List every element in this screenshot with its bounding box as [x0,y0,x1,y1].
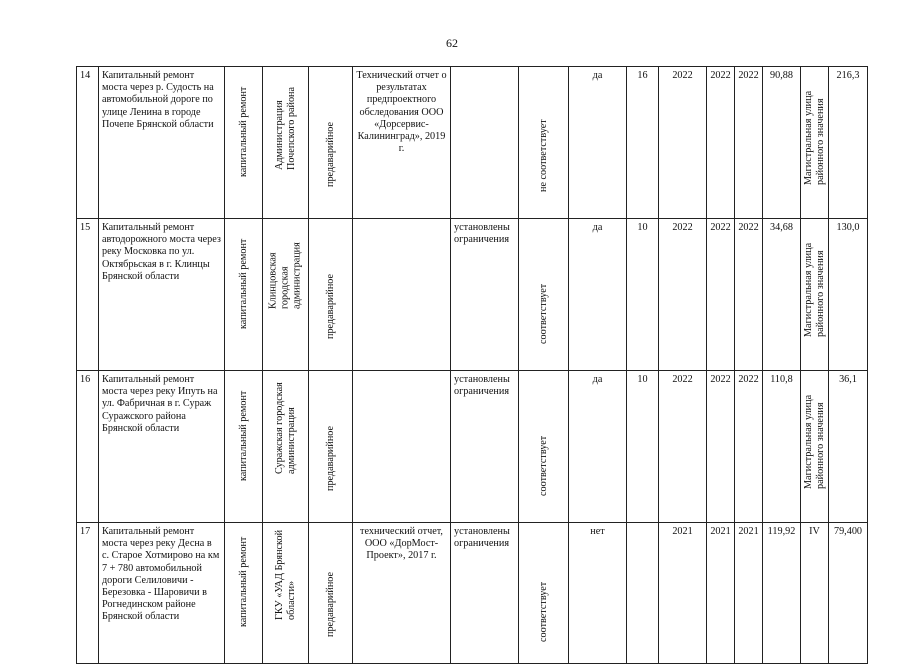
compliance: соответствует [537,283,549,344]
condition: предаварийное [324,121,336,187]
page-number: 62 [446,36,458,50]
table-row [77,523,868,664]
row-number: 16 [77,371,99,523]
bridges-table [76,66,868,664]
object-name: Капитальный ремонт автодорожного моста через реку Московка по ул. Октябрьская в г. Клинцы Брянской области [99,219,225,371]
year-2: 2022 [707,371,735,523]
road-category: Магистральная улица районного значения [802,90,826,185]
survey-document: Технический отчет о результатах предпроектного обследования ООО «Дорсервис-Калининград», 2019 г. [353,67,451,219]
compliance-cell [519,523,569,664]
condition: предаварийное [324,571,336,637]
table-row [77,371,868,523]
year-1: 2022 [659,67,707,219]
work-type-cell [225,219,263,371]
compliance-cell [519,67,569,219]
length: 79,400 [829,523,868,664]
work-type: капитальный ремонт [237,238,249,329]
cost: 90,88 [763,67,801,219]
cost: 34,68 [763,219,801,371]
road-category: Магистральная улица районного значения [802,394,826,489]
condition: предаварийное [324,425,336,491]
restrictions: установлены ограничения [451,523,519,664]
length: 216,3 [829,67,868,219]
table-row [77,67,868,219]
value-1 [627,523,659,664]
length: 36,1 [829,371,868,523]
road-category-cell [801,219,829,371]
year-3: 2022 [735,67,763,219]
compliance: не соответствует [537,119,549,192]
restrictions [451,67,519,219]
work-type-cell [225,371,263,523]
year-2: 2022 [707,219,735,371]
work-type-cell [225,67,263,219]
condition-cell [309,219,353,371]
year-2: 2021 [707,523,735,664]
compliance: соответствует [537,435,549,496]
survey-document [353,371,451,523]
owner-cell [263,523,309,664]
year-1: 2022 [659,371,707,523]
cost: 119,92 [763,523,801,664]
value-1: 10 [627,371,659,523]
object-name: Капитальный ремонт моста через реку Десна в с. Старое Хотмирово на км 7 + 780 автомобильной дороги Селиловичи - Березовка - Шаровичи в Рогнединском районе Брянской области [99,523,225,664]
flag: нет [569,523,627,664]
work-type: капитальный ремонт [237,390,249,481]
owner-cell [263,67,309,219]
owner: Администрация Почепского района [273,86,297,170]
road-category-cell [801,371,829,523]
year-1: 2022 [659,219,707,371]
compliance-cell [519,371,569,523]
row-number: 17 [77,523,99,664]
year-2: 2022 [707,67,735,219]
value-1: 10 [627,219,659,371]
owner-cell [263,371,309,523]
survey-document: технический отчет, ООО «ДорМост-Проект», 2017 г. [353,523,451,664]
year-3: 2021 [735,523,763,664]
value-1: 16 [627,67,659,219]
owner: Клинцовская городская администрация [267,242,303,310]
condition: предаварийное [324,273,336,339]
work-type: капитальный ремонт [237,536,249,627]
length: 130,0 [829,219,868,371]
road-category: IV [801,523,829,664]
road-category-cell [801,67,829,219]
cost: 110,8 [763,371,801,523]
work-type: капитальный ремонт [237,86,249,177]
row-number: 15 [77,219,99,371]
compliance: соответствует [537,581,549,642]
restrictions: установлены ограничения [451,371,519,523]
work-type-cell [225,523,263,664]
object-name: Капитальный ремонт моста через р. Судость на автомобильной дороге по улице Ленина в городе Почепе Брянской области [99,67,225,219]
year-3: 2022 [735,371,763,523]
flag: да [569,371,627,523]
flag: да [569,219,627,371]
year-3: 2022 [735,219,763,371]
condition-cell [309,67,353,219]
row-number: 14 [77,67,99,219]
owner: Суражская городская администрация [273,381,297,474]
compliance-cell [519,219,569,371]
survey-document [353,219,451,371]
owner-cell [263,219,309,371]
road-category: Магистральная улица районного значения [802,242,826,337]
restrictions: установлены ограничения [451,219,519,371]
condition-cell [309,371,353,523]
owner: ГКУ «УАД Брянской области» [273,529,297,620]
condition-cell [309,523,353,664]
flag: да [569,67,627,219]
table-row [77,219,868,371]
year-1: 2021 [659,523,707,664]
object-name: Капитальный ремонт моста через реку Ипуть на ул. Фабричная в г. Сураж Суражского района Брянской области [99,371,225,523]
